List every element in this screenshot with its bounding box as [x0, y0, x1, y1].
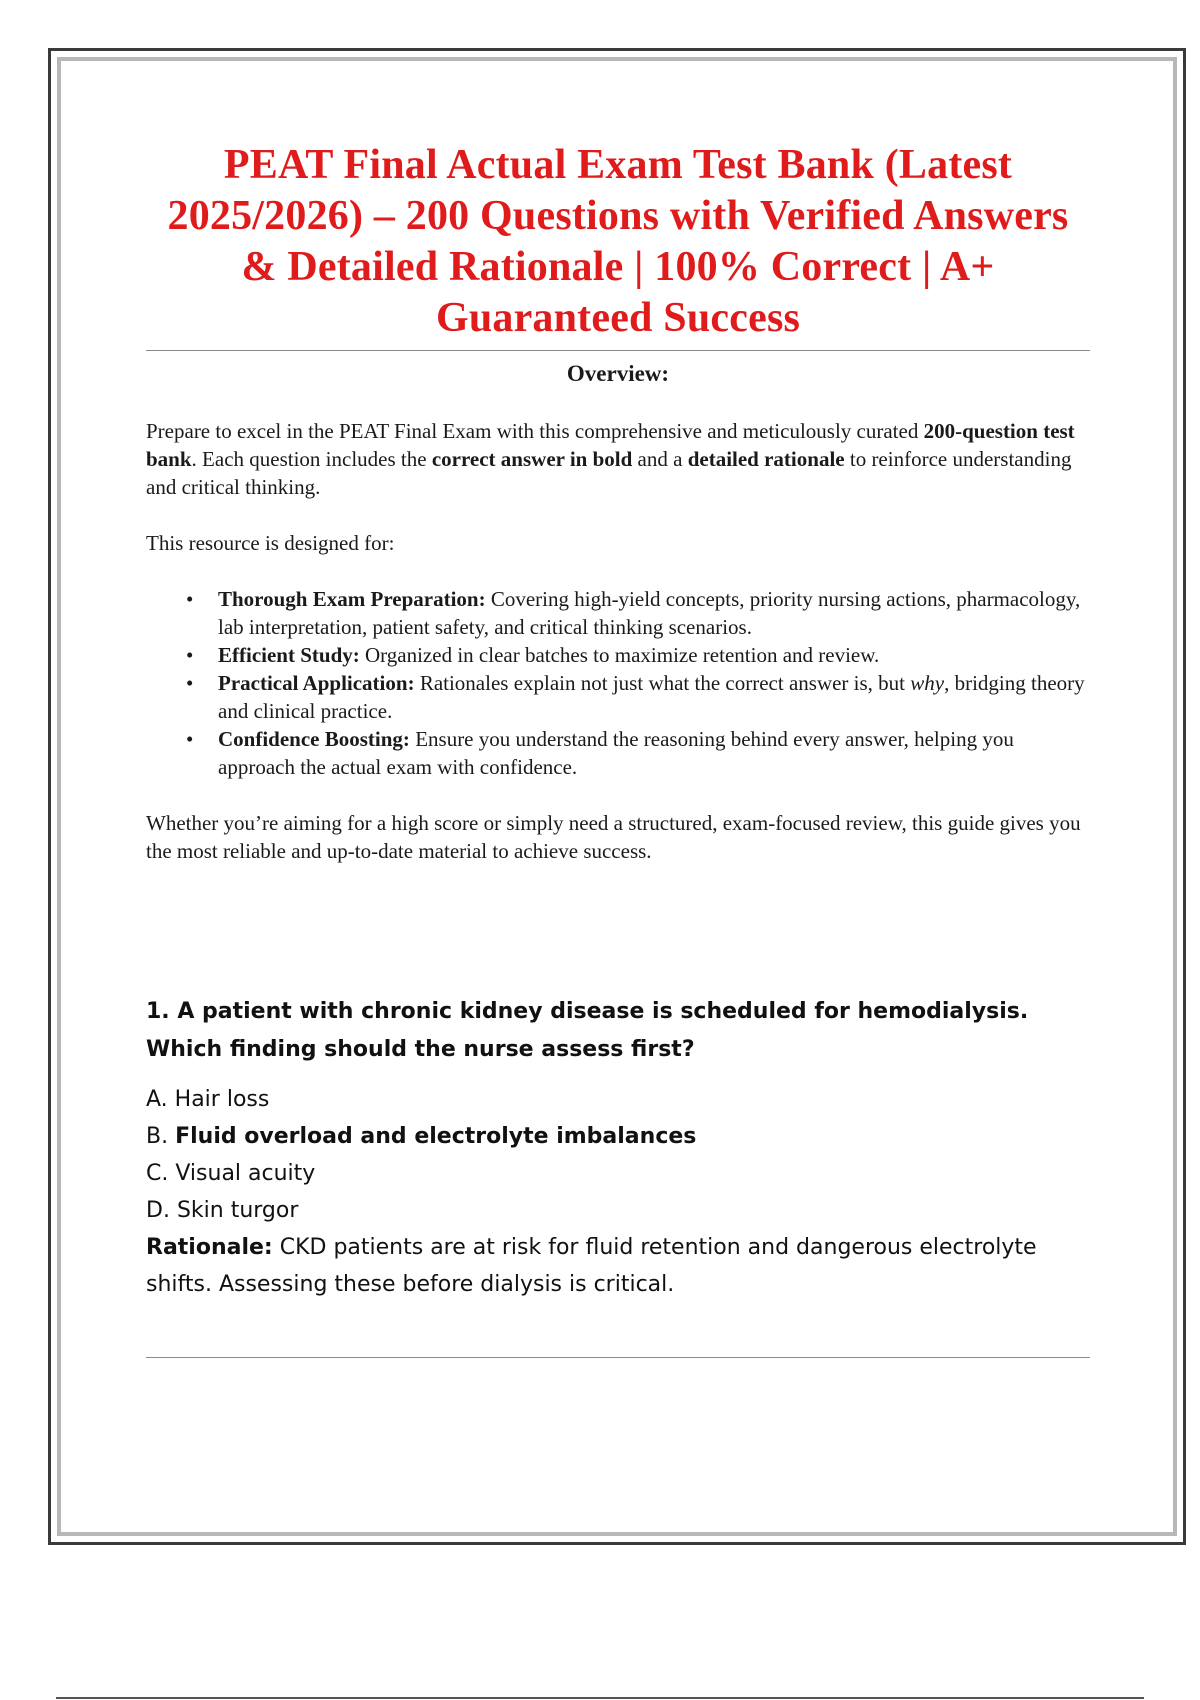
intro-bold-1: 200-question test bank	[146, 419, 1075, 471]
bullet-label: Efficient Study:	[218, 643, 360, 667]
feature-list	[146, 585, 1090, 781]
bullet-icon: •	[186, 727, 194, 751]
list-item	[146, 669, 1090, 725]
option-text: Fluid overload and electrolyte imbalances	[175, 1124, 697, 1149]
intro-bold-3: detailed rationale	[687, 447, 845, 471]
overview-heading: Overview:	[566, 361, 670, 386]
document-title: PEAT Final Actual Exam Test Bank (Latest 2025/2026) – 200 Questions with Verified Answers & Detailed Rationale | 100% Correct | A+ Guaranteed Success	[167, 142, 1069, 341]
answer-option-d	[146, 1192, 1090, 1229]
intro-text-1: Prepare to excel in the PEAT Final Exam with this comprehensive and meticulously curated	[146, 419, 924, 443]
answer-option-a	[146, 1081, 1090, 1118]
section-divider	[146, 1357, 1090, 1358]
option-text: Visual acuity	[175, 1161, 316, 1186]
intro-paragraph	[146, 417, 1090, 501]
answer-option-b-correct	[146, 1118, 1090, 1155]
question-block	[146, 993, 1090, 1303]
bullet-label: Confidence Boosting:	[218, 727, 410, 751]
option-letter: C.	[146, 1161, 169, 1186]
bullet-icon: •	[186, 587, 194, 611]
option-letter: A.	[146, 1087, 168, 1112]
option-text: Skin turgor	[176, 1198, 299, 1223]
bullet-text-before: Rationales explain not just what the correct answer is, but	[414, 671, 911, 695]
bullet-text: Covering high-yield concepts, priority nursing actions, pharmacology, lab interpretation, patient safety, and critical thinking scenarios.	[218, 587, 1081, 639]
list-item	[146, 725, 1090, 781]
closing-paragraph: Whether you’re aiming for a high score or simply need a structured, exam-focused review, this guide gives you the most reliable and up-to-date material to achieve success.	[146, 811, 1081, 863]
answer-option-c	[146, 1155, 1090, 1192]
title-divider	[146, 350, 1090, 351]
question-text: 1. A patient with chronic kidney disease is scheduled for hemodialysis. Which finding should the nurse assess first?	[146, 999, 1029, 1062]
option-text: Hair loss	[174, 1087, 270, 1112]
intro-text-4: to reinforce understanding and critical thinking.	[146, 447, 1072, 499]
bullet-icon: •	[186, 671, 194, 695]
rationale	[146, 1229, 1090, 1303]
option-letter: B.	[146, 1124, 169, 1149]
answer-options	[146, 1081, 1090, 1229]
document-content	[146, 140, 1090, 1358]
bullet-text-after: , bridging theory and clinical practice.	[218, 671, 1085, 723]
bullet-text: Ensure you understand the reasoning behind every answer, helping you approach the actual exam with confidence.	[218, 727, 1014, 779]
list-item	[146, 641, 1090, 669]
bullet-label: Thorough Exam Preparation:	[218, 587, 486, 611]
intro-bold-2: correct answer in bold	[431, 447, 633, 471]
bullet-label: Practical Application:	[218, 671, 415, 695]
bullet-icon: •	[186, 643, 194, 667]
rationale-text: CKD patients are at risk for fluid retention and dangerous electrolyte shifts. Assessing these before dialysis is critical.	[146, 1235, 1037, 1297]
intro-text-2: . Each question includes the	[191, 447, 432, 471]
designed-for-text: This resource is designed for:	[146, 531, 395, 555]
option-letter: D.	[146, 1198, 170, 1223]
bullet-emphasis: why	[910, 671, 945, 695]
list-item	[146, 585, 1090, 641]
intro-text-3: and a	[632, 447, 688, 471]
rationale-label: Rationale:	[146, 1235, 273, 1260]
bullet-text: Organized in clear batches to maximize retention and review.	[359, 643, 880, 667]
page-bottom-border	[56, 1697, 1144, 1699]
